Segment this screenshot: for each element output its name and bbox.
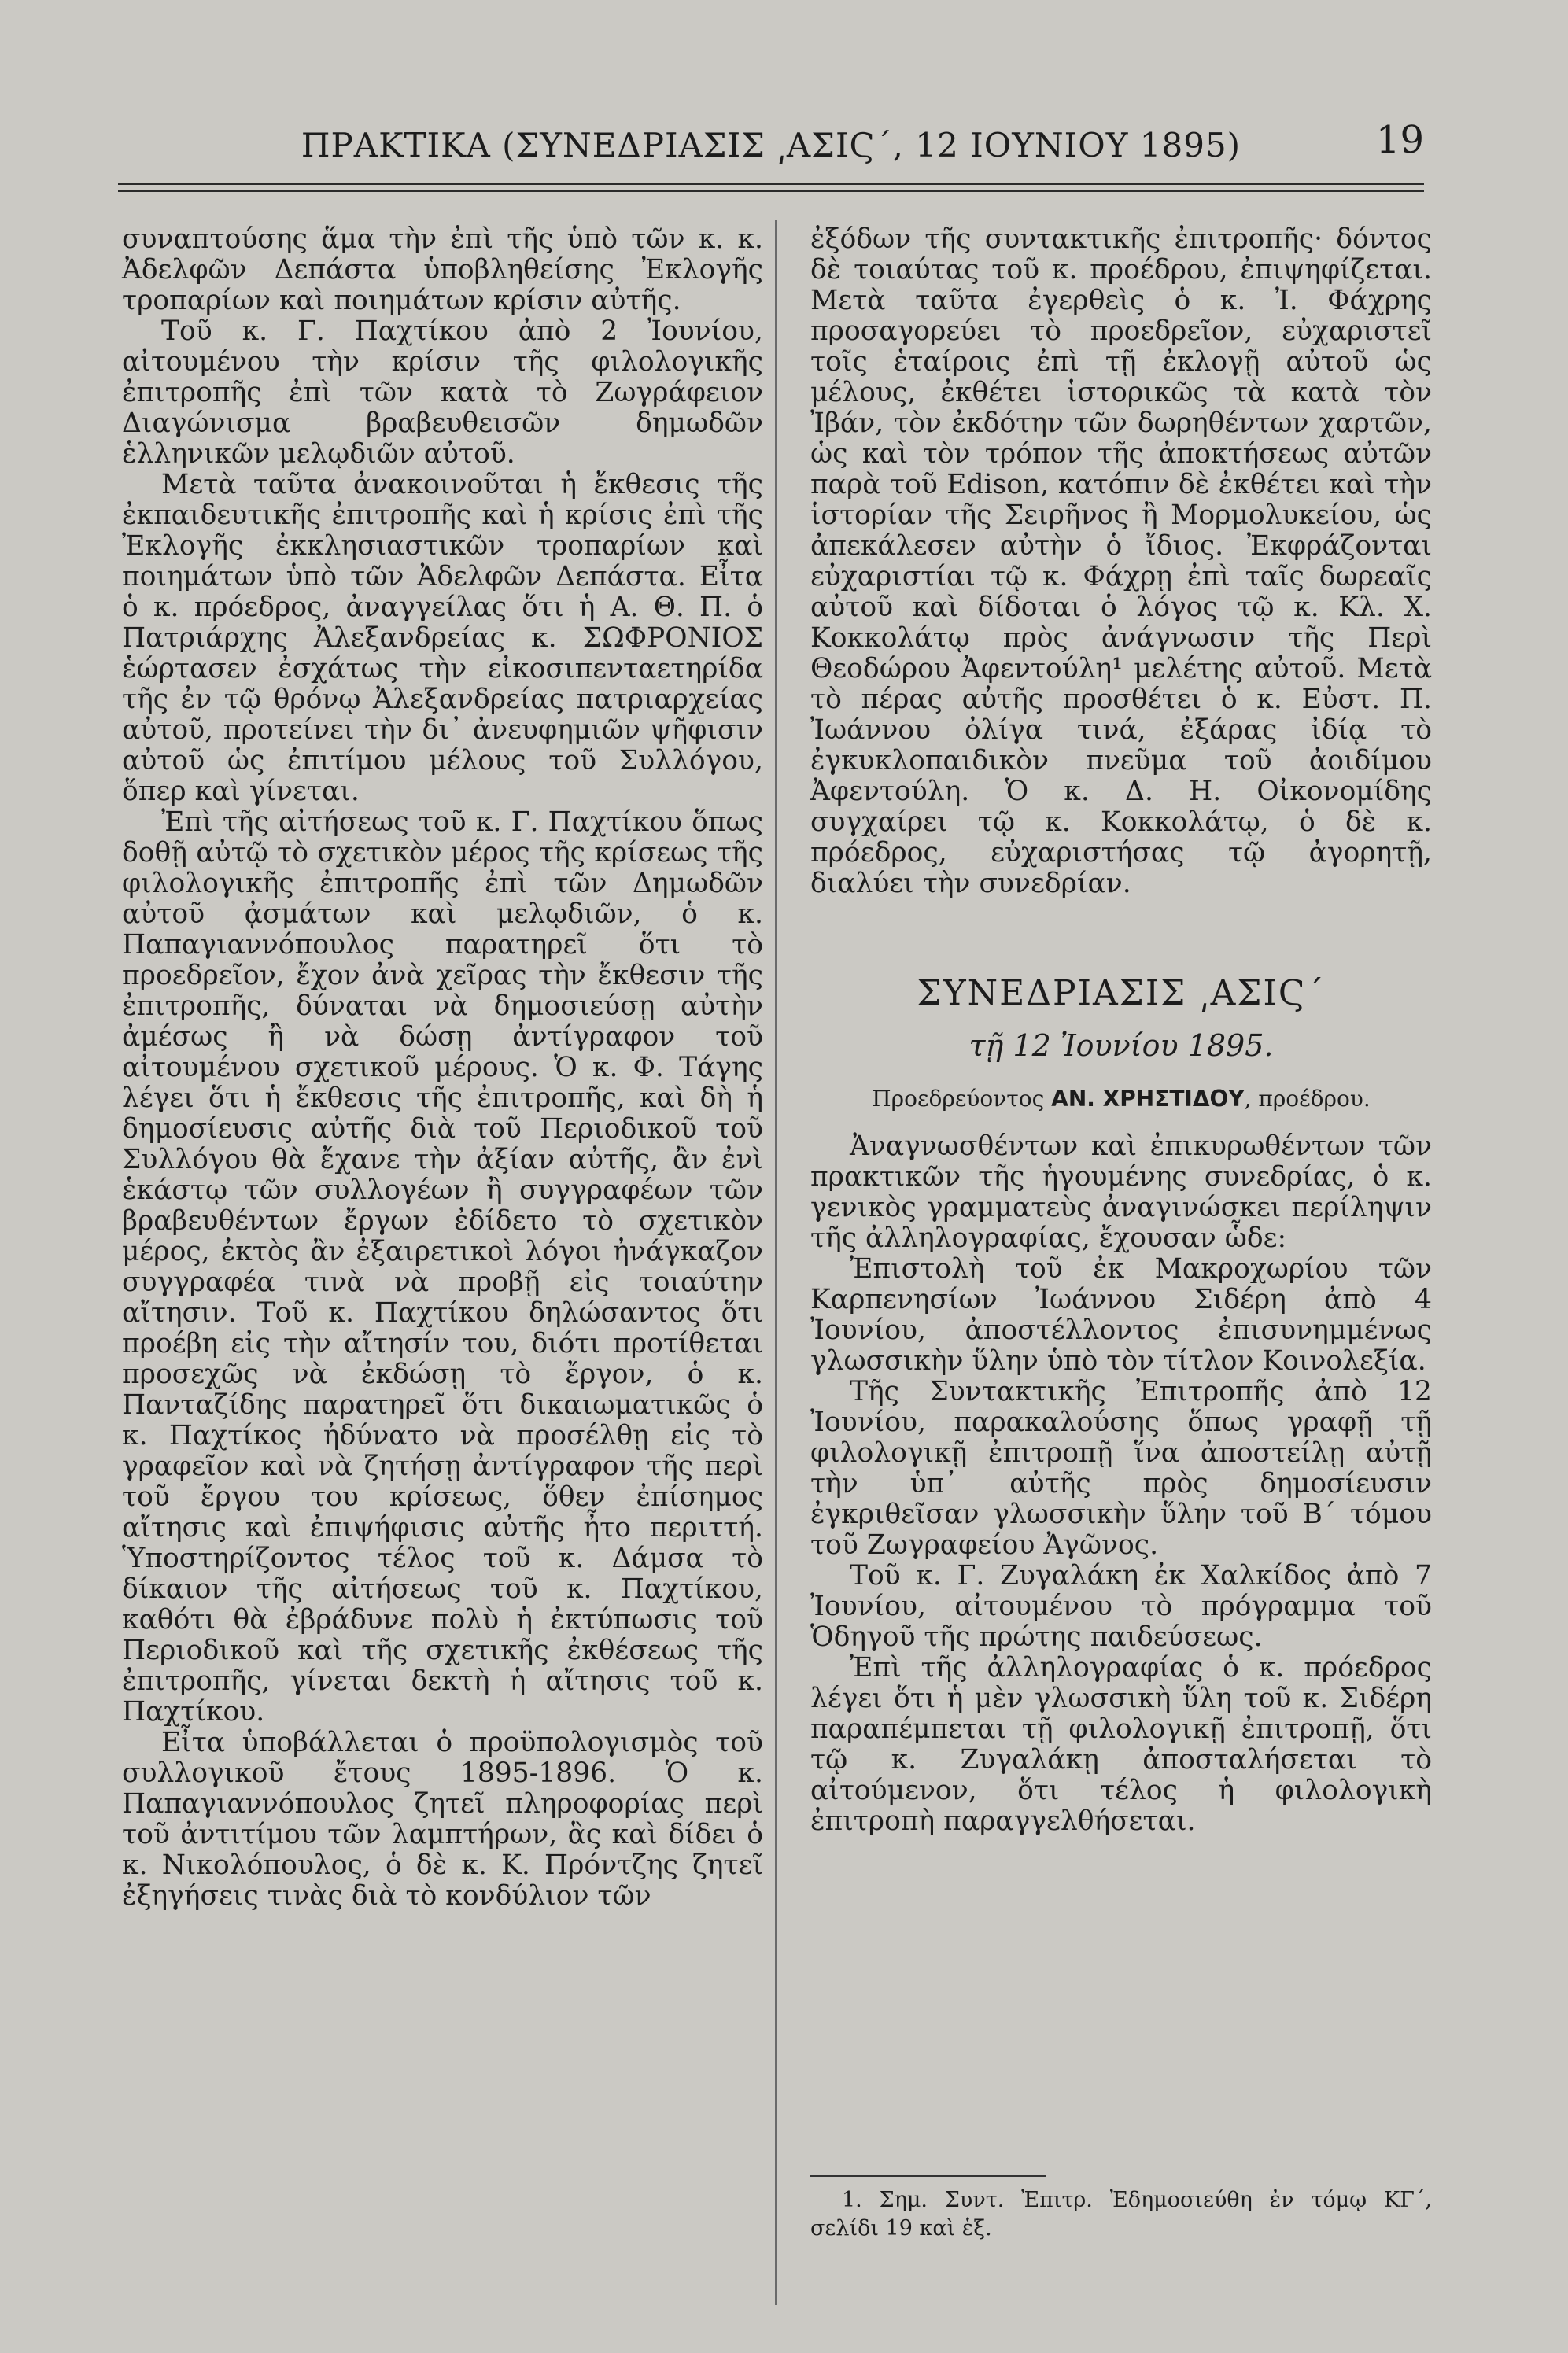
footnote: 1. Σημ. Συντ. Ἐπιτρ. Ἐδημοσιεύθη ἐν τόμῳ ΚΓ΄, σελίδι 19 καὶ ἑξ. bbox=[810, 2188, 1432, 2241]
presiding-line bbox=[810, 1083, 1432, 1114]
session-date: τῇ 12 Ἰουνίου 1895. bbox=[968, 1028, 1274, 1063]
left-paragraph-4: Ἐπὶ τῆς αἰτήσεως τοῦ κ. Γ. Παχτίκου ὅπως δοθῇ αὐτῷ τὸ σχετικὸν μέρος τῆς κρίσεως τῆς φιλολογικῆς ἐπιτροπῆς ἐπὶ τῶν Δημωδῶν αὐτοῦ ᾀσμάτων καὶ μελῳδιῶν, ὁ κ. Παπαγιαννόπουλος παρατηρεῖ ὅτι τὸ προεδρεῖον, ἔχον ἀνὰ χεῖρας τὴν ἔκθεσιν τῆς ἐπιτροπῆς, δύναται νὰ δημοσιεύσῃ αὐτὴν ἀμέσως ἢ νὰ δώσῃ ἀντίγραφον τοῦ αἰτουμένου σχετικοῦ μέρους. Ὁ κ. Φ. Τάγης λέγει ὅτι ἡ ἔκθεσις τῆς ἐπιτροπῆς, καὶ δὴ ἡ δημοσίευσις αὐτῆς διὰ τοῦ Περιοδικοῦ τοῦ Συλλόγου θὰ ἔχανε τὴν ἀξίαν αὐτῆς, ἂν ἐνὶ ἑκάστῳ τῶν συλλογέων ἢ συγγραφέων τῶν βραβευθέντων ἔργων ἐδίδετο τὸ σχετικὸν μέρος, ἐκτὸς ἂν ἐξαιρετικοὶ λόγοι ἠνάγκαζον συγγραφέα τινὰ νὰ προβῇ εἰς τοιαύτην αἴτησιν. Τοῦ κ. Παχτίκου δηλώσαντος ὅτι προέβη εἰς τὴν αἴτησίν του, διότι προτίθεται προσεχῶς νὰ ἐκδώσῃ τὸ ἔργον, ὁ κ. Πανταζίδης παρατηρεῖ ὅτι δικαιωματικῶς ὁ κ. Παχτίκος ἠδύνατο νὰ προσέλθῃ εἰς τὸ γραφεῖον καὶ νὰ ζητήσῃ ἀντίγραφον τῆς περὶ τοῦ ἔργου του κρίσεως, ὅθεν ἐπίσημος αἴτησις καὶ ἐπιψήφισις αὐτῆς ἦτο περιττή. Ὑποστηρίζοντος τέλος τοῦ κ. Δάμσα τὸ δίκαιον τῆς αἰτήσεως τοῦ κ. Παχτίκου, καθότι θὰ ἐβράδυνε πολὺ ἡ ἐκτύπωσις τοῦ Περιοδικοῦ καὶ τῆς σχετικῆς ἐκθέσεως τῆς ἐπιτροπῆς, γίνεται δεκτὴ ἡ αἴτησις τοῦ κ. Παχτίκου. bbox=[122, 806, 763, 1728]
left-paragraph-1: συναπτούσης ἅμα τὴν ἐπὶ τῆς ὑπὸ τῶν κ. κ. Ἀδελφῶν Δεπάστα ὑποβληθείσης Ἐκλογῆς τροπαρίων καὶ ποιημάτων κρίσιν αὐτῆς. bbox=[122, 223, 763, 316]
running-header bbox=[118, 118, 1424, 173]
left-paragraph-3: Μετὰ ταῦτα ἀνακοινοῦται ἡ ἔκθεσις τῆς ἐκπαιδευτικῆς ἐπιτροπῆς καὶ ἡ κρίσις ἐπὶ τῆς Ἐκλογῆς ἐκκλησιαστικῶν τροπαρίων καὶ ποιημάτων ὑπὸ τῶν Ἀδελφῶν Δεπάστα. Εἶτα ὁ κ. πρόεδρος, ἀναγγείλας ὅτι ἡ Α. Θ. Π. ὁ Πατριάρχης Ἀλεξανδρείας κ. ΣΩΦΡΟΝΙΟΣ ἑώρτασεν ἐσχάτως τὴν εἰκοσιπενταετηρίδα τῆς ἐν τῷ θρόνῳ Ἀλεξανδρείας πατριαρχείας αὐτοῦ, προτείνει τὴν δι᾽ ἀνευφημιῶν ψῆφισιν αὐτοῦ ὡς ἐπιτίμου μέλους τοῦ Συλλόγου, ὅπερ καὶ γίνεται. bbox=[122, 469, 763, 807]
session-paragraph-5: Ἐπὶ τῆς ἀλληλογραφίας ὁ κ. πρόεδρος λέγει ὅτι ἡ μὲν γλωσσικὴ ὕλη τοῦ κ. Σιδέρη παραπέμπεται τῇ φιλολογικῇ ἐπιτροπῇ, ὅτι τῷ κ. Ζυγαλάκῃ ἀποσταλήσεται τὸ αἰτούμενον, ὅτι τέλος ἡ φιλολογικὴ ἐπιτροπὴ παραγγελθήσεται. bbox=[810, 1652, 1432, 1837]
session-paragraph-1: Ἀναγνωσθέντων καὶ ἐπικυρωθέντων τῶν πρακτικῶν τῆς ἡγουμένης συνεδρίας, ὁ κ. γενικὸς γραμματεὺς ἀναγινώσκει περίληψιν τῆς ἀλληλογραφίας, ἔχουσαν ὧδε: bbox=[810, 1130, 1432, 1254]
left-column bbox=[122, 224, 763, 1912]
session-paragraph-2: Ἐπιστολὴ τοῦ ἐκ Μακροχωρίου τῶν Καρπενησίων Ἰωάννου Σιδέρη ἀπὸ 4 Ἰουνίου, ἀποστέλλοντος ἐπισυνημμένως γλωσσικὴν ὕλην ὑπὸ τὸν τίτλον Κοινολεξία. bbox=[810, 1253, 1432, 1377]
presiding-suffix: , προέδρου. bbox=[1244, 1086, 1371, 1112]
session-title: ΣΥΝΕΔΡΙΑΣΙΣ ͵ΑΣΙϚ΄ bbox=[917, 973, 1326, 1013]
right-column bbox=[810, 224, 1432, 2243]
left-paragraph-5: Εἶτα ὑποβάλλεται ὁ προϋπολογισμὸς τοῦ συλλογικοῦ ἔτους 1895-1896. Ὁ κ. Παπαγιαννόπουλος ζητεῖ πληροφορίας περὶ τοῦ ἀντιτίμου τῶν λαμπτήρων, ἃς καὶ δίδει ὁ κ. Νικολόπουλος, ὁ δὲ κ. Κ. Πρόντζης ζητεῖ ἐξηγήσεις τινὰς διὰ τὸ κονδύλιον τῶν bbox=[122, 1727, 763, 1912]
session-paragraph-3: Τῆς Συντακτικῆς Ἐπιτροπῆς ἀπὸ 12 Ἰουνίου, παρακαλούσης ὅπως γραφῇ τῇ φιλολογικῇ ἐπιτροπῇ ἵνα ἀποστείλῃ αὐτῇ τὴν ὑπ᾽ αὐτῆς πρὸς δημοσίευσιν ἐγκριθεῖσαν γλωσσικὴν ὕλην τοῦ Β΄ τόμου τοῦ Ζωγραφείου Ἀγῶνος. bbox=[810, 1376, 1432, 1561]
right-paragraph-1: ἐξόδων τῆς συντακτικῆς ἐπιτροπῆς· δόντος δὲ τοιαύτας τοῦ κ. προέδρου, ἐπιψηφίζεται. Μετὰ ταῦτα ἐγερθεὶς ὁ κ. Ἰ. Φάχρης προσαγορεύει τὸ προεδρεῖον, εὐχαριστεῖ τοῖς ἑταίροις ἐπὶ τῇ ἐκλογῇ αὐτοῦ ὡς μέλους, ἐκθέτει ἱστορικῶς τὰ κατὰ τὸν Ἰβάν, τὸν ἐκδότην τῶν δωρηθέντων χαρτῶν, ὡς καὶ τὸν τρόπον τῆς ἀποκτήσεως αὐτῶν παρὰ τοῦ Edison, κατόπιν δὲ ἐκθέτει καὶ τὴν ἱστορίαν τῆς Σειρῆνος ἢ Μορμολυκείου, ὡς ἀπεκάλεσεν αὐτὴν ὁ ἴδιος. Ἐκφράζονται εὐχαριστίαι τῷ κ. Φάχρῃ ἐπὶ ταῖς δωρεαῖς αὐτοῦ καὶ δίδοται ὁ λόγος τῷ κ. Κλ. Χ. Κοκκολάτῳ πρὸς ἀνάγνωσιν τῆς Περὶ Θεοδώρου Ἀφεντούλη¹ μελέτης αὐτοῦ. Μετὰ τὸ πέρας αὐτῆς προσθέτει ὁ κ. Εὐστ. Π. Ἰωάννου ὀλίγα τινά, ἐξάρας ἰδίᾳ τὸ ἐγκυκλοπαιδικὸν πνεῦμα τοῦ ἀοιδίμου Ἀφεντούλη. Ὁ κ. Δ. Η. Οἰκονομίδης συγχαίρει τῷ κ. Κοκκολάτῳ, ὁ δὲ κ. πρόεδρος, εὐχαριστήσας τῷ ἀγορητῇ, διαλύει τὴν συνεδρίαν. bbox=[810, 223, 1432, 899]
presiding-prefix: Προεδρεύοντος bbox=[872, 1086, 1045, 1112]
left-paragraph-2: Τοῦ κ. Γ. Παχτίκου ἀπὸ 2 Ἰουνίου, αἰτουμένου τὴν κρίσιν τῆς φιλολογικῆς ἐπιτροπῆς ἐπὶ τῶν κατὰ τὸ Ζωγράφειον Διαγώνισμα βραβευθεισῶν δημωδῶν ἑλληνικῶν μελῳδιῶν αὐτοῦ. bbox=[122, 315, 763, 470]
header-title: ΠΡΑΚΤΙΚΑ (ΣΥΝΕΔΡΙΑΣΙΣ ͵ΑΣΙϚ΄, 12 ΙΟΥΝΙΟΥ 1895) bbox=[301, 126, 1241, 164]
session-paragraph-4: Τοῦ κ. Γ. Ζυγαλάκη ἐκ Χαλκίδος ἀπὸ 7 Ἰουνίου, αἰτουμένου τὸ πρόγραμμα τοῦ Ὁδηγοῦ τῆς πρώτης παιδεύσεως. bbox=[810, 1560, 1432, 1653]
column-divider bbox=[775, 220, 777, 2305]
header-rule-bottom bbox=[118, 190, 1424, 192]
page-number: 19 bbox=[1375, 118, 1424, 162]
footnote-rule bbox=[810, 2175, 1046, 2177]
header-rule-top bbox=[118, 183, 1424, 185]
presiding-name: ΑΝ. ΧΡΗΣΤΙΔΟΥ bbox=[1051, 1086, 1245, 1112]
